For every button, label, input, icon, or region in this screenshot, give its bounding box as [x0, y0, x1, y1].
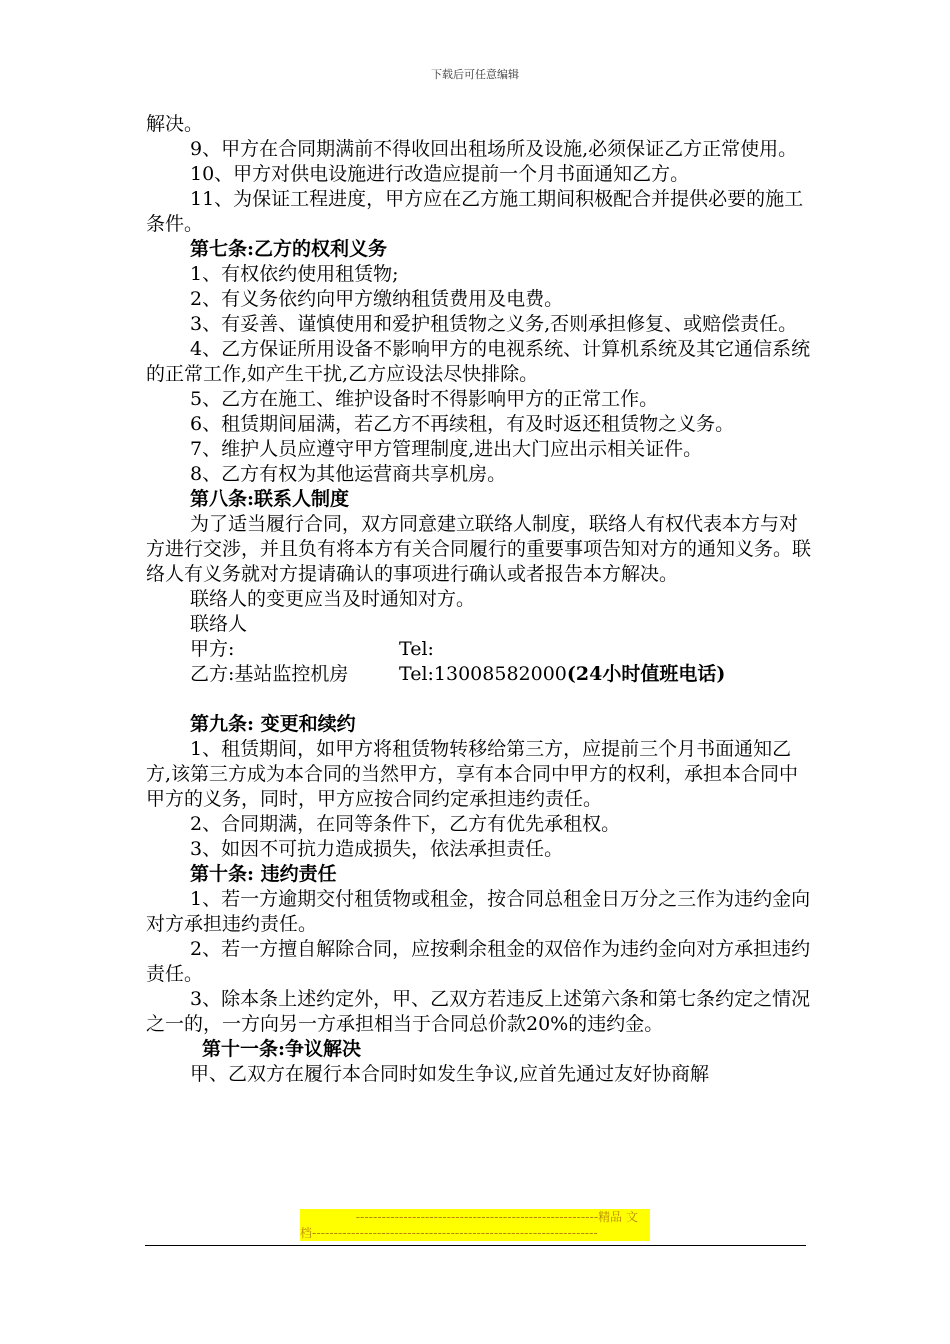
party-a-tel: Tel: — [399, 638, 434, 660]
footer-divider — [145, 1245, 806, 1246]
section-heading-8: 第八条:联系人制度 — [190, 488, 350, 510]
paragraph: 解决。 — [146, 113, 204, 135]
paragraph: 3、除本条上述约定外，甲、乙双方若违反上述第六条和第七条约定之情况之一的，一方向另一方承担相当于合同总价款20%的违约金。 — [146, 988, 811, 1035]
watermark-banner-line2: 档------------------------------------------------------------------ — [300, 1226, 598, 1240]
document-body — [146, 112, 814, 1087]
section-heading-9: 第九条: 变更和续约 — [190, 713, 356, 735]
paragraph: 9、甲方在合同期满前不得收回出租场所及设施,必须保证乙方正常使用。 — [190, 138, 798, 160]
section-heading-7: 第七条:乙方的权利义务 — [190, 238, 388, 260]
paragraph: 4、乙方保证所用设备不影响甲方的电视系统、计算机系统及其它通信系统的正常工作,如产生干扰,乙方应设法尽快排除。 — [146, 338, 811, 385]
section-heading-10: 第十条: 违约责任 — [190, 863, 337, 885]
paragraph: 1、租赁期间，如甲方将租赁物转移给第三方，应提前三个月书面通知乙方,该第三方成为本合同的当然甲方，享有本合同中甲方的权利，承担本合同中甲方的义务，同时，甲方应按合同约定承担违约责任。 — [146, 738, 799, 810]
paragraph: 3、有妥善、谨慎使用和爱护租赁物之义务,否则承担修复、或赔偿责任。 — [190, 313, 798, 335]
blank-line — [146, 687, 814, 712]
paragraph: 为了适当履行合同，双方同意建立联络人制度，联络人有权代表本方与对方进行交涉，并且负有将本方有关合同履行的重要事项告知对方的通知义务。联络人有义务就对方提请确认的事项进行确认或者报告本方解决。 — [146, 513, 812, 585]
paragraph: 2、若一方擅自解除合同，应按剩余租金的双倍作为违约金向对方承担违约责任。 — [146, 938, 811, 985]
contact-row-party-b — [146, 662, 814, 687]
section-heading-11: 第十一条:争议解决 — [202, 1038, 362, 1060]
paragraph: 1、若一方逾期交付租赁物或租金，按合同总租金日万分之三作为违约金向对方承担违约责任。 — [146, 888, 811, 935]
paragraph: 6、租赁期间届满，若乙方不再续租，有及时返还租赁物之义务。 — [190, 413, 735, 435]
paragraph: 联络人的变更应当及时通知对方。 — [190, 588, 476, 610]
party-b-label: 乙方:基站监控机房 — [190, 663, 349, 685]
paragraph: 8、乙方有权为其他运营商共享机房。 — [190, 463, 507, 485]
watermark-banner — [300, 1209, 650, 1241]
paragraph: 联络人 — [190, 613, 248, 635]
paragraph: 2、有义务依约向甲方缴纳租赁费用及电费。 — [190, 288, 564, 310]
page-header: 下载后可任意编辑 — [431, 68, 519, 81]
party-a-label: 甲方: — [190, 638, 235, 660]
paragraph: 甲、乙双方在履行本合同时如发生争议,应首先通过友好协商解 — [190, 1063, 710, 1085]
paragraph: 2、合同期满，在同等条件下，乙方有优先承租权。 — [190, 813, 621, 835]
party-b-note: (24小时值班电话) — [566, 663, 726, 685]
paragraph: 11、为保证工程进度，甲方应在乙方施工期间积极配合并提供必要的施工条件。 — [146, 188, 804, 235]
contact-row-party-a — [146, 637, 814, 662]
paragraph: 3、如因不可抗力造成损失，依法承担责任。 — [190, 838, 564, 860]
paragraph: 10、甲方对供电设施进行改造应提前一个月书面通知乙方。 — [190, 163, 690, 185]
paragraph: 1、有权依约使用租赁物; — [190, 263, 399, 285]
watermark-banner-line1: --------------------------------------------------------精品 文 — [355, 1210, 638, 1224]
paragraph: 7、维护人员应遵守甲方管理制度,进出大门应出示相关证件。 — [190, 438, 703, 460]
paragraph: 5、乙方在施工、维护设备时不得影响甲方的正常工作。 — [190, 388, 659, 410]
party-b-tel: Tel:13008582000 — [399, 663, 567, 685]
